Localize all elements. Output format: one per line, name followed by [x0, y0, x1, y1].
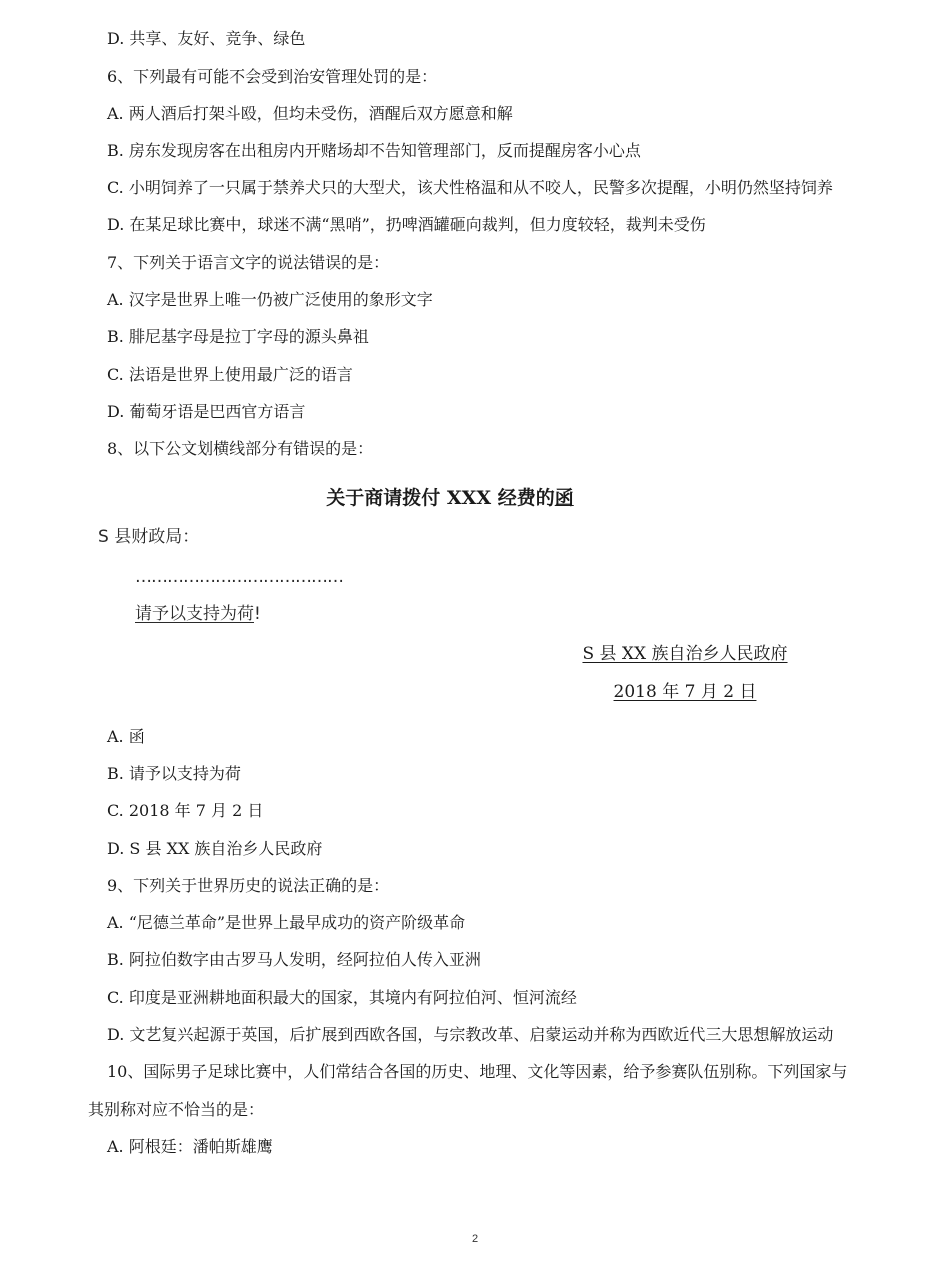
option-text: C. 印度是亚洲耕地面积最大的国家，其境内有阿拉伯河、恒河流经 [107, 988, 577, 1007]
question-text-continued: 其别称对应不恰当的是： [88, 1100, 265, 1119]
letter-closing [135, 603, 261, 625]
letter-closing-underlined: 请予以支持为荷 [135, 604, 254, 624]
letter-date [540, 681, 830, 703]
option-text: C. 小明饲养了一只属于禁养犬只的大型犬，该犬性格温和从不咬人，民警多次提醒，小明仍然坚持饲养 [107, 178, 833, 197]
option-text: A. 两人酒后打架斗殴，但均未受伤，酒醒后双方愿意和解 [107, 104, 513, 123]
option-text: A. 汉字是世界上唯一仍被广泛使用的象形文字 [107, 290, 433, 309]
option-text: A. “尼德兰革命”是世界上最早成功的资产阶级革命 [107, 913, 466, 932]
letter-signature [540, 643, 830, 665]
letter-title-underlined: 函 [554, 487, 574, 509]
option-text: B. 阿拉伯数字由古罗马人发明，经阿拉伯人传入亚洲 [107, 950, 481, 969]
letter-dots: ………………………………… [135, 567, 343, 587]
question-text: 10、国际男子足球比赛中，人们常结合各国的历史、地理、文化等因素，给予参赛队伍别称。下列国家与 [107, 1062, 848, 1081]
option-text: D. S 县 XX 族自治乡人民政府 [107, 839, 323, 858]
option-text: D. 共享、友好、竞争、绿色 [107, 29, 306, 48]
letter-addressee: S 县财政局： [98, 527, 200, 547]
option-text: A. 阿根廷：潘帕斯雄鹰 [107, 1137, 273, 1156]
option-text: B. 请予以支持为荷 [107, 764, 241, 783]
question-text: 7、下列关于语言文字的说法错误的是： [107, 253, 390, 272]
question-text: 8、以下公文划横线部分有错误的是： [107, 439, 374, 458]
letter-date-text: 2018 年 7 月 2 日 [613, 682, 757, 702]
question-text: 9、下列关于世界历史的说法正确的是： [107, 876, 390, 895]
letter-closing-suffix: ! [254, 604, 261, 624]
option-text: D. 在某足球比赛中，球迷不满“黑哨”，扔啤酒罐砸向裁判，但力度较轻，裁判未受伤 [107, 215, 706, 234]
option-text: B. 房东发现房客在出租房内开赌场却不告知管理部门，反而提醒房客小心点 [107, 141, 641, 160]
letter-signature-text: S 县 XX 族自治乡人民政府 [582, 644, 788, 664]
option-text: D. 葡萄牙语是巴西官方语言 [107, 402, 306, 421]
option-text: B. 腓尼基字母是拉丁字母的源头鼻祖 [107, 327, 369, 346]
question-text: 6、下列最有可能不会受到治安管理处罚的是： [107, 67, 438, 86]
option-text: D. 文艺复兴起源于英国，后扩展到西欧各国，与宗教改革、启蒙运动并称为西欧近代三大思想解放运动 [107, 1025, 834, 1044]
letter-title [0, 486, 900, 510]
option-text: A. 函 [107, 727, 145, 746]
option-text: C. 2018 年 7 月 2 日 [107, 801, 264, 820]
option-text: C. 法语是世界上使用最广泛的语言 [107, 365, 353, 384]
page-number: 2 [471, 1233, 479, 1245]
letter-title-prefix: 关于商请拨付 XXX 经费的 [326, 487, 555, 509]
